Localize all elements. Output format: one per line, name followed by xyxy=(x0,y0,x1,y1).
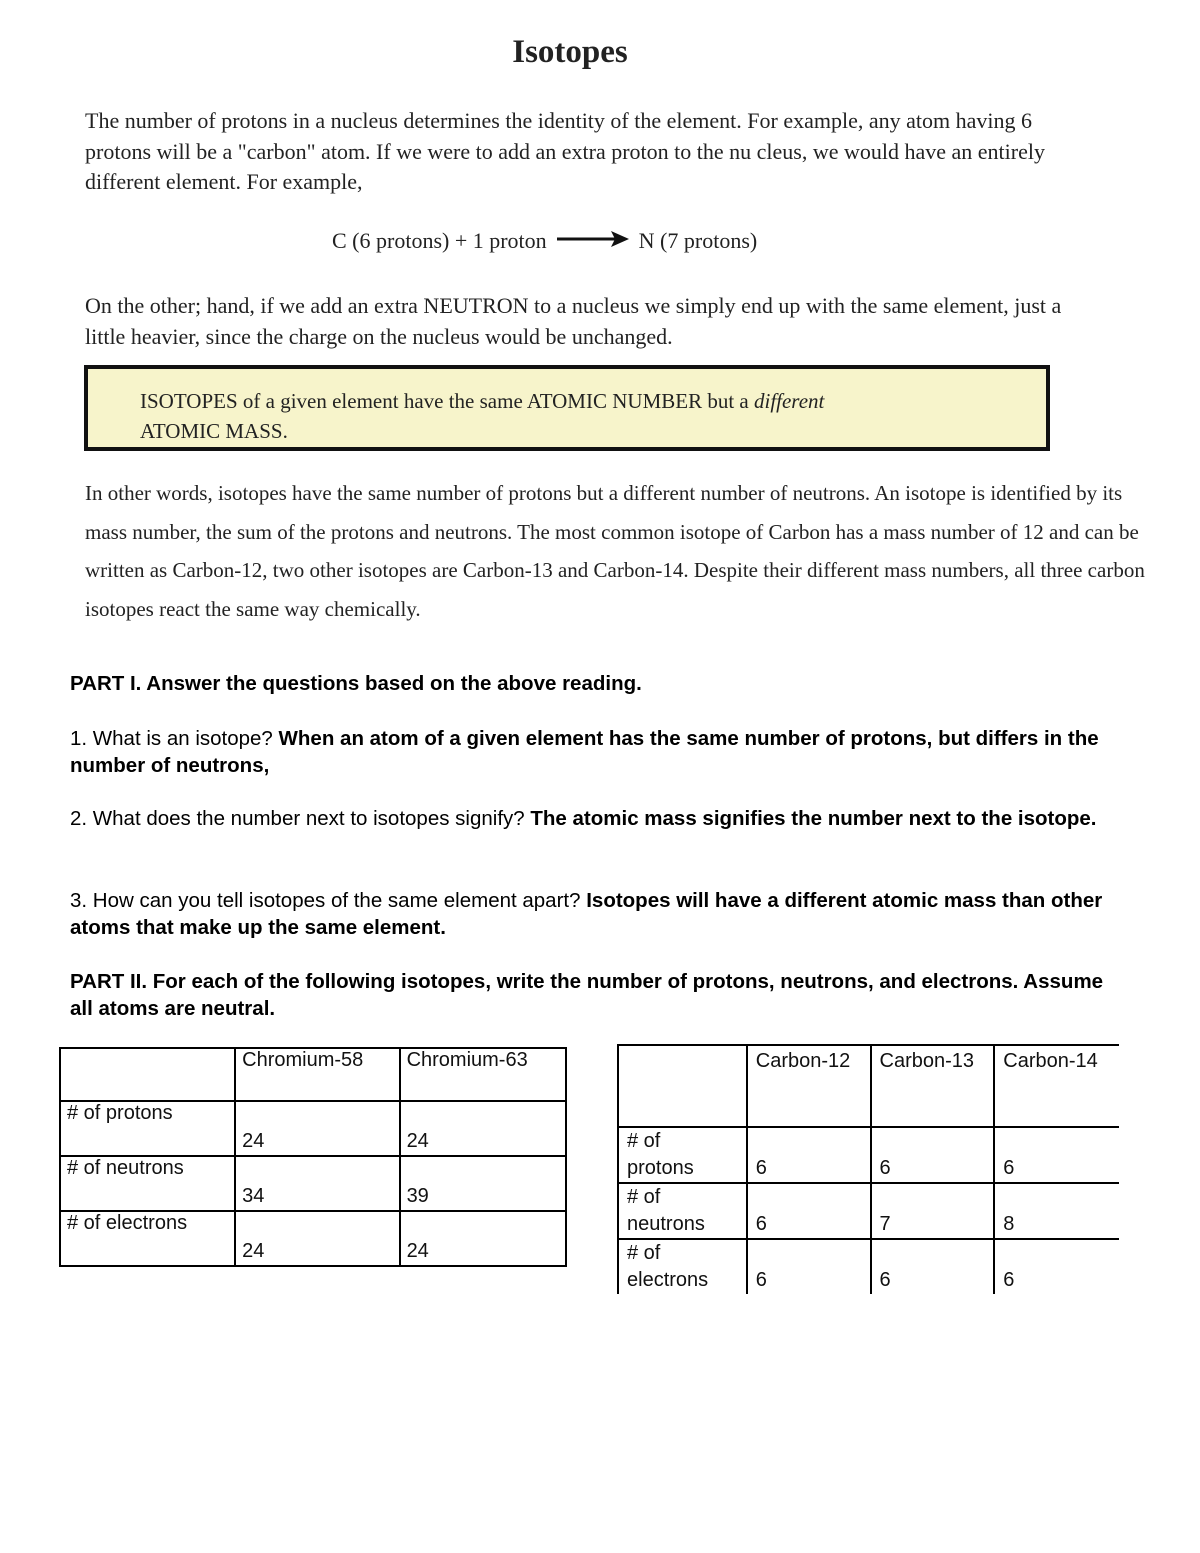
neutron-paragraph: On the other; hand, if we add an extra NEUTRON to a nucleus we simply end up with the same element, just a little heavier, since the charge on the nucleus would be unchanged. xyxy=(85,293,1062,349)
table-cell: 6 xyxy=(871,1239,995,1294)
table-cell: 24 xyxy=(400,1101,566,1156)
table-cell: 7 xyxy=(871,1183,995,1239)
answer-text: The atomic mass signifies the number next to the isotope. xyxy=(530,807,1097,830)
table-cell: 34 xyxy=(235,1156,399,1211)
row-label xyxy=(618,1239,747,1294)
table-header-cell xyxy=(994,1045,1119,1127)
table-header-cell: Chromium-63 xyxy=(400,1048,566,1101)
definition-text xyxy=(140,386,1000,446)
table-cell: 24 xyxy=(235,1101,399,1156)
page-title: Isotopes xyxy=(512,34,628,70)
question-3 xyxy=(70,887,1130,941)
question-2 xyxy=(70,805,1130,832)
table-header-row xyxy=(60,1048,566,1101)
table-cell: 6 xyxy=(747,1183,871,1239)
question-1 xyxy=(70,725,1130,779)
row-label: # of neutrons xyxy=(60,1156,235,1211)
table-cell: 24 xyxy=(235,1211,399,1266)
table-row xyxy=(60,1156,566,1211)
right-arrow-icon xyxy=(557,228,629,254)
answer-text: Isotopes will have a different atomic mass than other atoms that make up the same element. xyxy=(70,889,1103,939)
table-header-cell xyxy=(618,1045,747,1127)
row-label-text: # of electrons xyxy=(627,1242,709,1291)
header-text: Carbon-12 xyxy=(755,1050,851,1072)
definition-italic: different xyxy=(753,389,825,413)
table-row xyxy=(618,1183,1119,1239)
chromium-table xyxy=(59,1047,567,1267)
definition-box xyxy=(84,365,1050,451)
row-label-text: # of neutrons xyxy=(627,1186,705,1235)
row-label xyxy=(618,1183,747,1239)
header-text: Carbon-14 xyxy=(1003,1050,1098,1072)
table-cell: 8 xyxy=(994,1183,1119,1239)
carbon-table xyxy=(617,1044,1119,1294)
definition-part1: ISOTOPES of a given element have the same ATOMIC NUMBER but a xyxy=(140,389,754,413)
intro-paragraph: The number of protons in a nucleus determines the identity of the element. For example, any atom having 6 protons will be a "carbon" atom. If we were to add an extra proton to the nu cleus, we would have an entirely different element. For example, xyxy=(85,108,1045,194)
row-label: # of protons xyxy=(60,1101,235,1156)
table-cell: 6 xyxy=(747,1239,871,1294)
part2-heading: PART II. For each of the following isotopes, write the number of protons, neutrons, and electrons. Assume all atoms are neutral. xyxy=(70,970,1104,1020)
table-row xyxy=(618,1127,1119,1183)
table-row xyxy=(60,1211,566,1266)
table-header-cell xyxy=(871,1045,995,1127)
table-cell: 6 xyxy=(747,1127,871,1183)
table-cell: 6 xyxy=(871,1127,995,1183)
header-text: Carbon-13 xyxy=(879,1050,975,1072)
answer-text: When an atom of a given element has the same number of protons, but differs in the number of neutrons, xyxy=(70,727,1099,777)
table-header-cell: Chromium-58 xyxy=(235,1048,399,1101)
reaction-equation xyxy=(332,228,757,254)
row-label-text: # of protons xyxy=(627,1130,694,1179)
reaction-right: N (7 protons) xyxy=(638,228,758,253)
other-words-paragraph: In other words, isotopes have the same number of protons but a different number of neutrons. An isotope is identified by its mass number, the sum of the protons and neutrons. The most common isotope of Carbon has a mass number of 12 and can be written as Carbon-12, two other isotopes are Carbon-13 and Carbon-14. Despite their different mass numbers, all three carbon isotopes react the same way chemically. xyxy=(85,481,1145,621)
row-label: # of electrons xyxy=(60,1211,235,1266)
table-header-cell xyxy=(60,1048,235,1101)
table-header-row xyxy=(618,1045,1119,1127)
question-text: 1. What is an isotope? xyxy=(70,727,279,750)
question-text: 2. What does the number next to isotopes signify? xyxy=(70,807,531,830)
row-label xyxy=(618,1127,747,1183)
table-row xyxy=(60,1101,566,1156)
part1-heading: PART I. Answer the questions based on the above reading. xyxy=(70,672,642,695)
table-cell: 6 xyxy=(994,1127,1119,1183)
table-header-cell xyxy=(747,1045,871,1127)
table-cell: 24 xyxy=(400,1211,566,1266)
question-text: 3. How can you tell isotopes of the same element apart? xyxy=(70,889,587,912)
definition-part2: ATOMIC MASS. xyxy=(140,419,288,443)
table-cell: 39 xyxy=(400,1156,566,1211)
table-row xyxy=(618,1239,1119,1294)
reaction-left: C (6 protons) + 1 proton xyxy=(332,228,547,253)
table-cell: 6 xyxy=(994,1239,1119,1294)
